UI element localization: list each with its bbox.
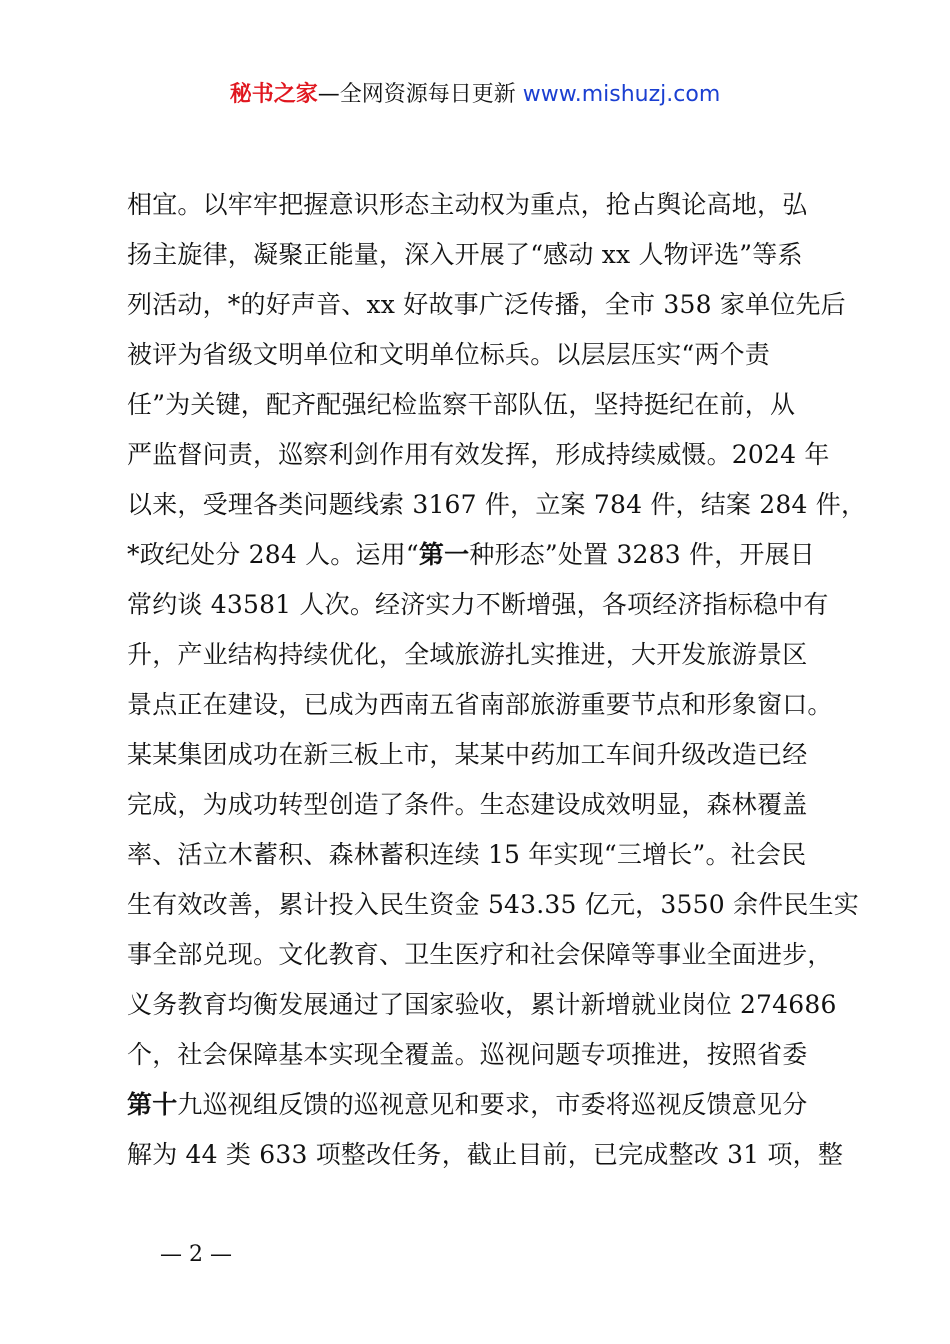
text-line: 解为 44 类 633 项整改任务，截止目前，已完成整改 31 项，整 (127, 1140, 844, 1169)
text-line (127, 1080, 843, 1130)
text-segment: *政纪处分 284 人。运用“ (127, 540, 419, 569)
text-segment: 九巡视组反馈的巡视意见和要求，市委将巡视反馈意见分 (177, 1090, 808, 1119)
bold-text-segment: 第十 (127, 1090, 178, 1119)
text-line: 被评为省级文明单位和文明单位标兵。以层层压实“两个责 (127, 340, 770, 369)
text-line: 生有效改善，累计投入民生资金 543.35 亿元，3550 余件民生实 (127, 890, 859, 919)
text-line: 任”为关键，配齐配强纪检监察干部队伍，坚持挺纪在前，从 (127, 390, 796, 419)
text-line: 完成，为成功转型创造了条件。生态建设成效明显，森林覆盖 (127, 790, 808, 819)
text-line: 景点正在建设，已成为西南五省南部旅游重要节点和形象窗口。 (127, 690, 833, 719)
text-line (127, 530, 843, 580)
text-line: 义务教育均衡发展通过了国家验收，累计新增就业岗位 274686 (127, 990, 837, 1019)
text-line: 列活动，*的好声音、xx 好故事广泛传播，全市 358 家单位先后 (127, 290, 846, 319)
document-body (127, 180, 867, 1180)
site-brand: 秘书之家 (229, 82, 318, 107)
page-number: — 2 — (160, 1242, 232, 1267)
text-line: 个，社会保障基本实现全覆盖。巡视问题专项推进，按照省委 (127, 1040, 808, 1069)
text-line: 以来，受理各类问题线索 3167 件，立案 784 件，结案 284 件， (127, 490, 867, 519)
text-line: 某某集团成功在新三板上市，某某中药加工车间升级改造已经 (127, 740, 808, 769)
text-line: 升，产业结构持续优化，全域旅游扎实推进，大开发旅游景区 (127, 640, 808, 669)
text-line: 事全部兑现。文化教育、卫生医疗和社会保障等事业全面进步， (127, 940, 833, 969)
site-header (0, 80, 950, 110)
text-line: 扬主旋律，凝聚正能量，深入开展了“感动 xx 人物评选”等系 (127, 240, 803, 269)
text-line: 率、活立木蓄积、森林蓄积连续 15 年实现“三增长”。社会民 (127, 840, 807, 869)
site-url-link[interactable]: www.mishuzj.com (522, 82, 721, 107)
site-tagline: —全网资源每日更新 (317, 82, 516, 107)
bold-text-segment: 第一 (418, 540, 470, 569)
text-line: 严监督问责，巡察利剑作用有效发挥，形成持续威慑。2024 年 (127, 440, 830, 469)
text-line: 相宜。以牢牢把握意识形态主动权为重点，抢占舆论高地，弘 (127, 190, 808, 219)
text-segment: 种形态”处置 3283 件，开展日 (469, 540, 816, 569)
text-line: 常约谈 43581 人次。经济实力不断增强，各项经济指标稳中有 (127, 590, 829, 619)
